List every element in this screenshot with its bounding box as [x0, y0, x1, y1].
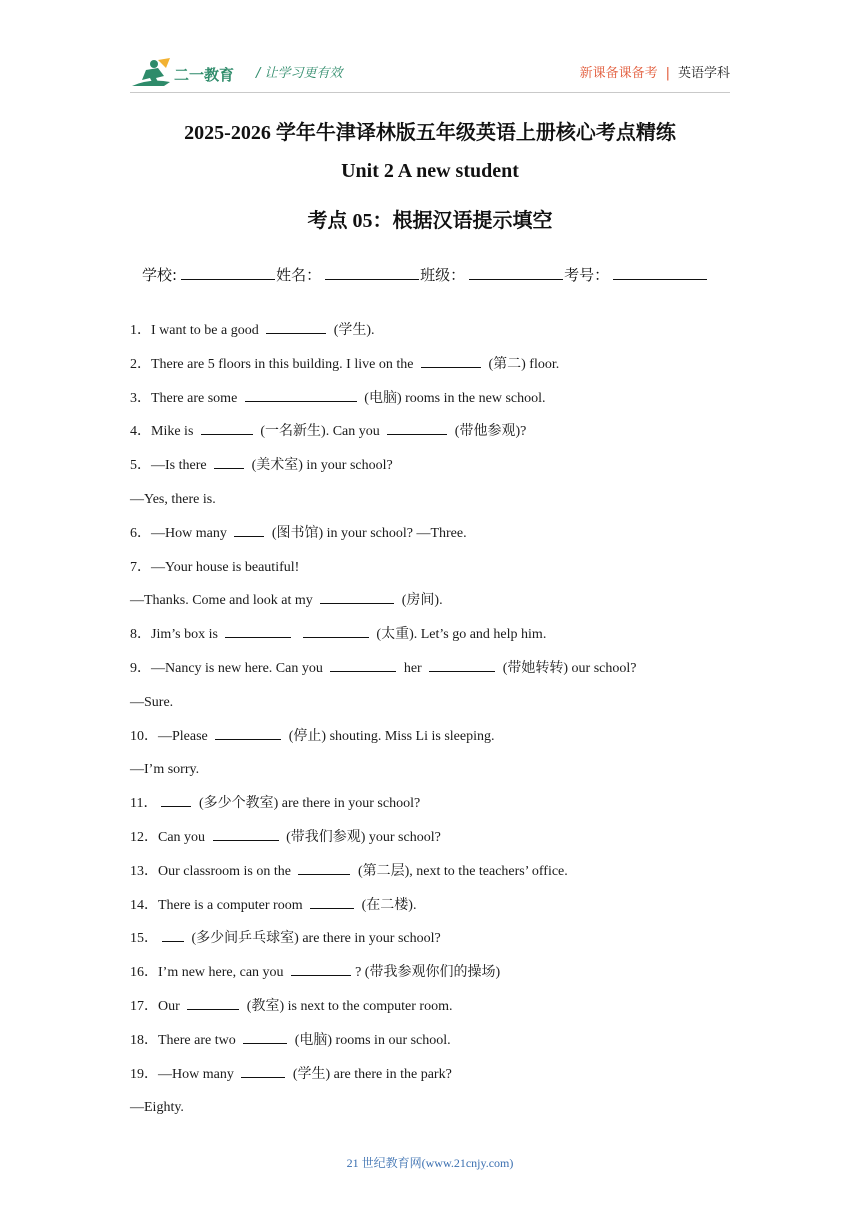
question-line: [130, 922, 750, 956]
question-text: 14．There is a computer room: [130, 897, 307, 913]
question-text: (停止) shouting. Miss Li is sleeping.: [285, 728, 495, 744]
class-field[interactable]: [469, 265, 563, 280]
answer-blank[interactable]: [161, 794, 191, 807]
question-text: 3．There are some: [130, 390, 241, 406]
answer-blank[interactable]: [429, 659, 495, 672]
question-text: —Eighty.: [130, 1100, 184, 1116]
question-text: (图书馆) in your school? —Three.: [268, 525, 467, 541]
answer-blank[interactable]: [225, 625, 291, 638]
answer-blank[interactable]: [303, 625, 369, 638]
question-text: (第二层), next to the teachers’ office.: [354, 863, 568, 879]
slogan: / 让学习更有效: [256, 66, 343, 81]
question-line: [130, 720, 750, 754]
question-text: (带她转转) our school?: [499, 660, 637, 676]
question-line: [130, 517, 750, 551]
question-text: 5．—Is there: [130, 458, 211, 474]
question-line: [130, 956, 750, 990]
school-label: 学校:: [142, 266, 178, 284]
answer-blank[interactable]: [215, 727, 281, 740]
question-text: her: [400, 660, 426, 676]
number-label: 考号：: [564, 266, 610, 284]
question-text: 10．—Please: [130, 728, 212, 744]
answer-blank[interactable]: [234, 524, 264, 537]
answer-blank[interactable]: [213, 828, 279, 841]
question-line: [130, 990, 750, 1024]
answer-blank[interactable]: [243, 1031, 287, 1044]
header-right: [580, 62, 730, 81]
answer-blank[interactable]: [187, 997, 239, 1010]
answer-blank[interactable]: [214, 456, 244, 469]
question-text: (一名新生). Can you: [256, 424, 384, 440]
logo-text: 二一教育: [174, 66, 235, 84]
question-line: [130, 551, 750, 585]
question-text: (电脑) rooms in our school.: [291, 1032, 451, 1048]
question-text: (多少个教室) are there in your school?: [195, 796, 421, 812]
school-field[interactable]: [181, 265, 275, 280]
question-line: [130, 618, 750, 652]
question-line: [130, 821, 750, 855]
question-text: (学生).: [330, 323, 375, 338]
question-text: 18．There are two: [130, 1032, 240, 1048]
question-line: [130, 1058, 750, 1092]
question-text: 11．: [130, 796, 158, 812]
answer-blank[interactable]: [266, 321, 326, 334]
doc-title: 2025-2026 学年牛津译林版五年级英语上册核心考点精练: [184, 122, 676, 144]
answer-blank[interactable]: [310, 896, 354, 909]
question-line: [130, 415, 750, 449]
question-text: —I’m sorry.: [130, 762, 200, 778]
question-line: [130, 889, 750, 923]
doc-unit-title: Unit 2 A new student: [341, 160, 519, 182]
doc-topic-title: 考点 05：根据汉语提示填空: [307, 210, 553, 232]
question-text: (带我们参观) your school?: [282, 829, 441, 845]
question-text: —Sure.: [130, 694, 174, 710]
question-line: [130, 382, 750, 416]
question-line: [130, 1024, 750, 1058]
question-text: (第二) floor.: [484, 356, 560, 372]
question-line: [130, 686, 750, 720]
answer-blank[interactable]: [320, 591, 394, 604]
question-line: [130, 584, 750, 618]
question-text: (多少间乒乓球室) are there in your school?: [188, 931, 441, 947]
name-field[interactable]: [325, 265, 419, 280]
question-text: 16．I’m new here, can you: [130, 965, 288, 981]
answer-blank[interactable]: [298, 862, 350, 875]
page-header: [130, 52, 730, 96]
question-list: [130, 314, 750, 1125]
question-text: (在二楼).: [358, 897, 417, 913]
header-subject: 英语学科: [677, 66, 730, 81]
question-text: 17．Our: [130, 998, 184, 1014]
question-text: 19．—How many: [130, 1066, 238, 1082]
question-text: (学生) are there in the park?: [289, 1066, 452, 1082]
header-divider: [130, 92, 730, 93]
question-text: 1．I want to be a good: [130, 323, 263, 338]
name-label: 姓名：: [276, 266, 322, 284]
question-text: (美术室) in your school?: [248, 458, 393, 474]
question-line: [130, 483, 750, 517]
answer-blank[interactable]: [421, 355, 481, 368]
header-separator: |: [665, 66, 670, 81]
question-line: [130, 348, 750, 382]
question-text: (电脑) rooms in the new school.: [360, 390, 546, 406]
answer-blank[interactable]: [330, 659, 396, 672]
header-tagline: 新课备课备考: [579, 66, 658, 81]
question-line: [130, 314, 750, 348]
answer-blank[interactable]: [291, 963, 351, 976]
question-text: —Thanks. Come and look at my: [130, 593, 317, 609]
question-text: 4．Mike is: [130, 424, 197, 440]
question-line: [130, 652, 750, 686]
question-line: [130, 753, 750, 787]
question-line: [130, 449, 750, 483]
answer-blank[interactable]: [387, 422, 447, 435]
question-text: 13．Our classroom is on the: [130, 863, 295, 879]
question-text: 12．Can you: [130, 829, 209, 845]
question-text: [295, 627, 299, 642]
number-field[interactable]: [613, 265, 707, 280]
answer-blank[interactable]: [245, 389, 357, 402]
question-text: (太重). Let’s go and help him.: [372, 627, 547, 643]
question-line: [130, 855, 750, 889]
question-text: 9．—Nancy is new here. Can you: [130, 660, 327, 676]
question-text: (带他参观)?: [451, 424, 527, 440]
question-text: —Yes, there is.: [130, 491, 216, 507]
answer-blank[interactable]: [241, 1065, 285, 1078]
class-label: 班级：: [420, 266, 466, 284]
question-line: [130, 1091, 750, 1125]
question-text: 8．Jim’s box is: [130, 627, 222, 643]
question-text: 6．—How many: [130, 525, 231, 541]
question-text: (房间).: [398, 593, 443, 609]
page-footer: 21 世纪教育网(www.21cnjy.com): [346, 1156, 514, 1170]
question-line: [130, 787, 750, 821]
answer-blank[interactable]: [201, 422, 253, 435]
answer-blank[interactable]: [162, 929, 184, 942]
logo-icon: [130, 56, 250, 92]
question-text: 7．—Your house is beautiful!: [130, 559, 300, 575]
student-info-line: [142, 264, 708, 285]
question-text: ? (带我参观你们的操场): [355, 965, 501, 981]
question-text: 2．There are 5 floors in this building. I live on the: [130, 356, 417, 372]
question-text: (教室) is next to the computer room.: [243, 998, 453, 1014]
question-text: 15．: [130, 931, 158, 947]
